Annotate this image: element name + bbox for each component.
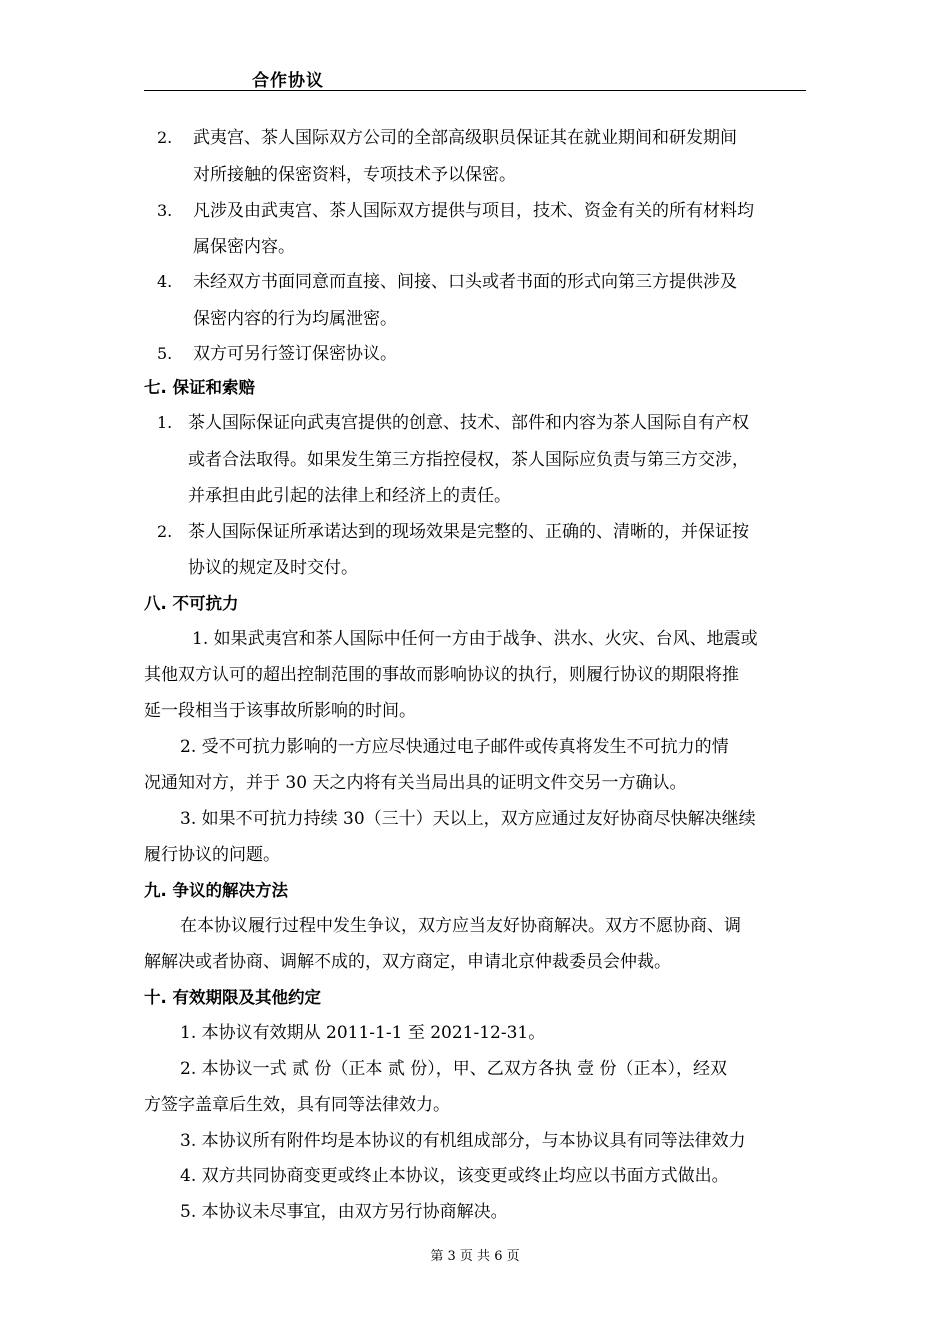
paragraph-line: 3. 本协议所有附件均是本协议的有机组成部分，与本协议具有同等法律效力 — [180, 1131, 746, 1151]
item-line: 武夷宫、茶人国际双方公司的全部高级职员保证其在就业期间和研发期间 — [193, 128, 737, 148]
item-line: 双方可另行签订保密协议。 — [193, 344, 397, 364]
paragraph-line: 延一段相当于该事故所影响的时间。 — [144, 701, 416, 721]
item-number: 2. — [157, 128, 173, 147]
item-line: 并承担由此引起的法律上和经济上的责任。 — [188, 486, 511, 506]
item-line: 协议的规定及时交付。 — [188, 558, 358, 578]
section-heading: 十. 有效期限及其他约定 — [144, 988, 322, 1007]
item-line: 茶人国际保证向武夷宫提供的创意、技术、部件和内容为茶人国际自有产权 — [188, 413, 749, 433]
item-line: 未经双方书面同意而直接、间接、口头或者书面的形式向第三方提供涉及 — [193, 272, 737, 292]
paragraph-line: 2. 本协议一式 贰 份（正本 贰 份），甲、乙双方各执 壹 份（正本），经双 — [180, 1059, 728, 1079]
item-line: 属保密内容。 — [193, 237, 295, 257]
page-header — [144, 66, 806, 91]
paragraph-line: 5. 本协议未尽事宜，由双方另行协商解决。 — [180, 1202, 508, 1222]
paragraph-line: 在本协议履行过程中发生争议，双方应当友好协商解决。双方不愿协商、调 — [180, 916, 741, 936]
item-line: 保密内容的行为均属泄密。 — [193, 309, 397, 329]
paragraph-line: 4. 双方共同协商变更或终止本协议，该变更或终止均应以书面方式做出。 — [180, 1166, 729, 1186]
section-heading: 八. 不可抗力 — [144, 594, 239, 613]
item-number: 5. — [157, 344, 173, 363]
section-heading: 九. 争议的解决方法 — [144, 881, 289, 900]
item-number: 1. — [157, 413, 173, 432]
item-line: 茶人国际保证所承诺达到的现场效果是完整的、正确的、清晰的，并保证按 — [188, 522, 749, 542]
paragraph-line: 1. 本协议有效期从 2011-1-1 至 2021-12-31。 — [180, 1023, 546, 1043]
paragraph-line: 况通知对方，并于 30 天之内将有关当局出具的证明文件交另一方确认。 — [144, 773, 687, 793]
paragraph-line: 3. 如果不可抗力持续 30（三十）天以上，双方应通过友好协商尽快解决继续 — [180, 809, 756, 829]
header-title: 合作协议 — [252, 71, 324, 91]
item-number: 3. — [157, 201, 173, 220]
item-line: 凡涉及由武夷宫、茶人国际双方提供与项目，技术、资金有关的所有材料均 — [193, 201, 754, 221]
paragraph-line: 1. 如果武夷宫和茶人国际中任何一方由于战争、洪水、火灾、台风、地震或 — [192, 629, 758, 649]
paragraph-line: 方签字盖章后生效，具有同等法律效力。 — [144, 1095, 450, 1115]
item-number: 2. — [157, 522, 173, 541]
paragraph-line: 其他双方认可的超出控制范围的事故而影响协议的执行，则履行协议的期限将推 — [144, 665, 739, 685]
paragraph-line: 2. 受不可抗力影响的一方应尽快通过电子邮件或传真将发生不可抗力的情 — [180, 737, 729, 757]
item-number: 4. — [157, 272, 173, 291]
paragraph-line: 履行协议的问题。 — [144, 845, 280, 865]
item-line: 或者合法取得。如果发生第三方指控侵权，茶人国际应负责与第三方交涉， — [188, 450, 749, 470]
item-line: 对所接触的保密资料，专项技术予以保密。 — [193, 165, 516, 185]
section-heading: 七. 保证和索赔 — [144, 378, 256, 397]
page-number: 第 3 页 共 6 页 — [430, 1249, 520, 1264]
paragraph-line: 解解决或者协商、调解不成的，双方商定，申请北京仲裁委员会仲裁。 — [144, 952, 671, 972]
page-footer — [0, 1245, 950, 1264]
